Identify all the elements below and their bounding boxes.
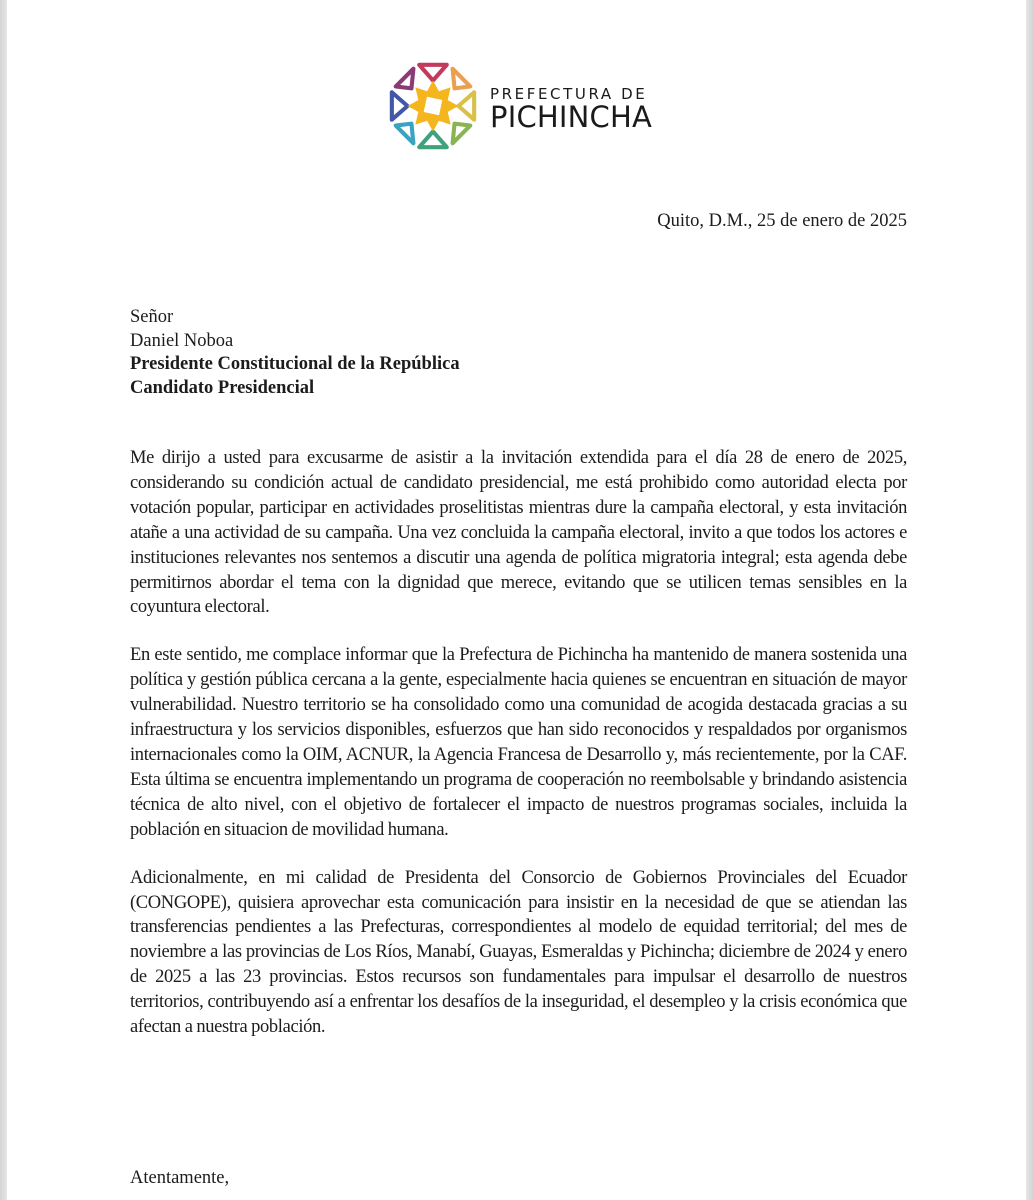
logo-wordmark [490, 85, 652, 132]
body-paragraph-3: Adicionalmente, en mi calidad de Presidenta del Consorcio de Gobiernos Provinciales del Ecuador (CONGOPE), quisiera aprovechar esta comunicación para insistir en la necesidad de que se atiendan las transferencias pendientes a las Prefecturas, correspondientes al modelo de equidad territorial; del mes de noviembre a las provincias de Los Ríos, Manabí, Guayas, Esmeraldas y Pichincha; diciembre de 2024 y enero de 2025 a las 23 provincias. Estos recursos son fundamentales para impulsar el desarrollo de nuestros territorios, contribuyendo así a enfrentar los desafíos de la inseguridad, el desempleo y la crisis económica que afectan a nuestra población. [130, 867, 907, 1038]
recipient-salutation: Señor [130, 307, 174, 327]
recipient-name: Daniel Noboa [130, 330, 234, 351]
letter-page [7, 0, 1026, 1200]
body-paragraph-2: En este sentido, me complace informar que la Prefectura de Pichincha ha mantenido de manera sostenida una política y gestión pública cercana a la gente, especialmente hacia quienes se encuentran en situación de mayor vulnerabilidad. Nuestro territorio se ha consolidado como una comunidad de acogida destacada gracias a su infraestructura y los servicios disponibles, esfuerzos que han sido reconocidos y respaldados por organismos internacionales como la OIM, ACNUR, la Agencia Francesa de Desarrollo y, más recientemente, por la CAF. Esta última se encuentra implementando un programa de cooperación no reembolsable y brindando asistencia técnica de alto nivel, con el objetivo de fortalecer el impacto de nuestros programas sociales, incluida la población en situacion de movilidad humana. [130, 645, 907, 840]
letter-body [130, 446, 907, 1063]
closing: Atentamente, [130, 1168, 230, 1188]
page-edge-left [0, 0, 7, 1200]
recipient-title-1: Presidente Constitucional de la República [130, 354, 460, 374]
letterhead-logo [384, 57, 652, 160]
place-date: Quito, D.M., 25 de enero de 2025 [657, 211, 907, 231]
recipient-title-2: Candidato Presidencial [130, 377, 315, 398]
page-edge-right [1026, 0, 1033, 1200]
logo-line1: PREFECTURA DE [490, 85, 648, 103]
body-paragraph-1: Me dirijo a usted para excusarme de asistir a la invitación extendida para el día 28 de enero de 2025, considerando su condición actual de candidato presidencial, me está prohibido como autoridad electa por votación popular, participar en actividades proselitistas mientras dure la campaña electoral, y esta invitación atañe a una actividad de su campaña. Una vez concluida la campaña electoral, invito a que todos los actores e instituciones relevantes nos sentemos a discutir una agenda de política migratoria integral; esta agenda debe permitirnos abordar el tema con la dignidad que merece, evitando que se utilicen temas sensibles en la coyuntura electoral. [130, 448, 907, 618]
prefectura-pichincha-emblem-icon [384, 57, 482, 160]
logo-line2: PICHINCHA [490, 100, 653, 134]
recipient-block [130, 306, 460, 400]
